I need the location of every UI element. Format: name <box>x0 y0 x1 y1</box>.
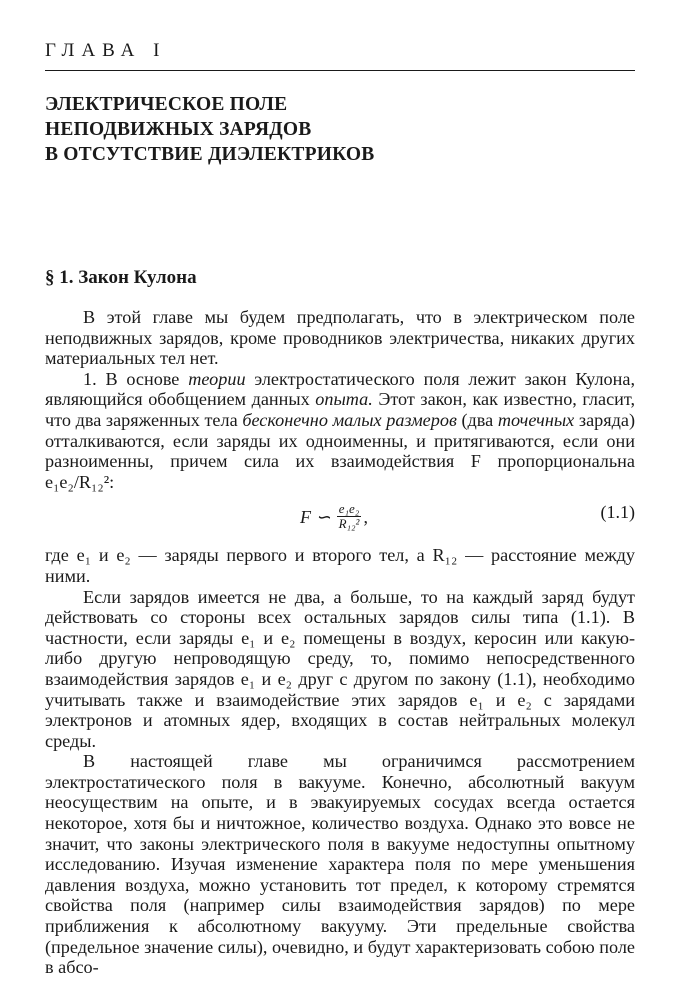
body-text <box>45 307 635 978</box>
paragraph-4: Если зарядов имеется не два, а больше, то на каждый заряд будут действовать со стороны всех остальных зарядов силы типа (1.1). В частности, если заряды e₁ и e₂ помещены в воздух, керосин или какую-либо другую непроводящую среду, то, помимо непосредственного взаимодействия зарядов e₁ и e₂ друг с другом по закону (1.1), необходимо учитывать также и взаимодействие этих зарядов e₁ и e₂ с зарядами электронов и атомных ядер, входящих в состав нейтральных молекул среды. <box>45 586 635 751</box>
equation-numerator: e₁e₂ <box>338 501 360 517</box>
paragraph-5: В настоящей главе мы ограничимся рассмотрением электростатического поля в вакууме. Конечно, абсолютный вакуум неосуществим на опыте, и в эвакуируемых сосудах всегда остается некоторое, хотя бы и ничтожное, количество воздуха. Однако это вовсе не значит, что законы электрического поля в вакууме недоступны опытному исследованию. Изучая изменение характера поля по мере уменьшения давления воздуха, можно установить тот предел, к которому стремятся свойства поля (например силы взаимодействия зарядов) по мере приближения к абсолютному вакууму. Эти предельные свойства (предельное значение силы), очевидно, и будут характеризовать собою поле в абсо- <box>45 751 635 978</box>
equation-denominator: R₁₂² <box>338 516 360 532</box>
chapter-title-line-1: ЭЛЕКТРИЧЕСКОЕ ПОЛЕ <box>45 94 288 115</box>
equation-comma: , <box>363 506 368 527</box>
section-heading: § 1. Закон Кулона <box>45 267 197 288</box>
equation-fraction <box>337 502 362 531</box>
header-rule <box>45 70 635 71</box>
chapter-title <box>45 92 375 167</box>
chapter-title-line-2: НЕПОДВИЖНЫХ ЗАРЯДОВ <box>45 119 312 140</box>
equation-lhs: F ∽ <box>300 506 331 527</box>
chapter-title-line-3: В ОТСУТСТВИЕ ДИЭЛЕКТРИКОВ <box>45 144 375 165</box>
paragraph-2: 1. В основе теории электростатического поля лежит закон Кулона, являющийся обобщением данных опыта. Этот закон, как известно, гласит, что два заряженных тела бесконечно малых размеров (два точечных заряда) отталкиваются, если заряды их одноименны, и притягиваются, если они разноименны, причем сила их взаимодействия F пропорциональна e₁e₂/R₁₂²: <box>45 368 636 492</box>
equation-1-1 <box>45 496 635 542</box>
equation-expression <box>300 502 368 531</box>
paragraph-3: где e₁ и e₂ — заряды первого и второго тел, а R₁₂ — расстояние между ними. <box>45 545 635 586</box>
paragraph-1: В этой главе мы будем предполагать, что в электрическом поле неподвижных зарядов, кроме проводников электричества, никаких других материальных тел нет. <box>45 307 635 369</box>
equation-number: (1.1) <box>600 502 635 523</box>
chapter-heading: ГЛАВА I <box>45 40 167 61</box>
